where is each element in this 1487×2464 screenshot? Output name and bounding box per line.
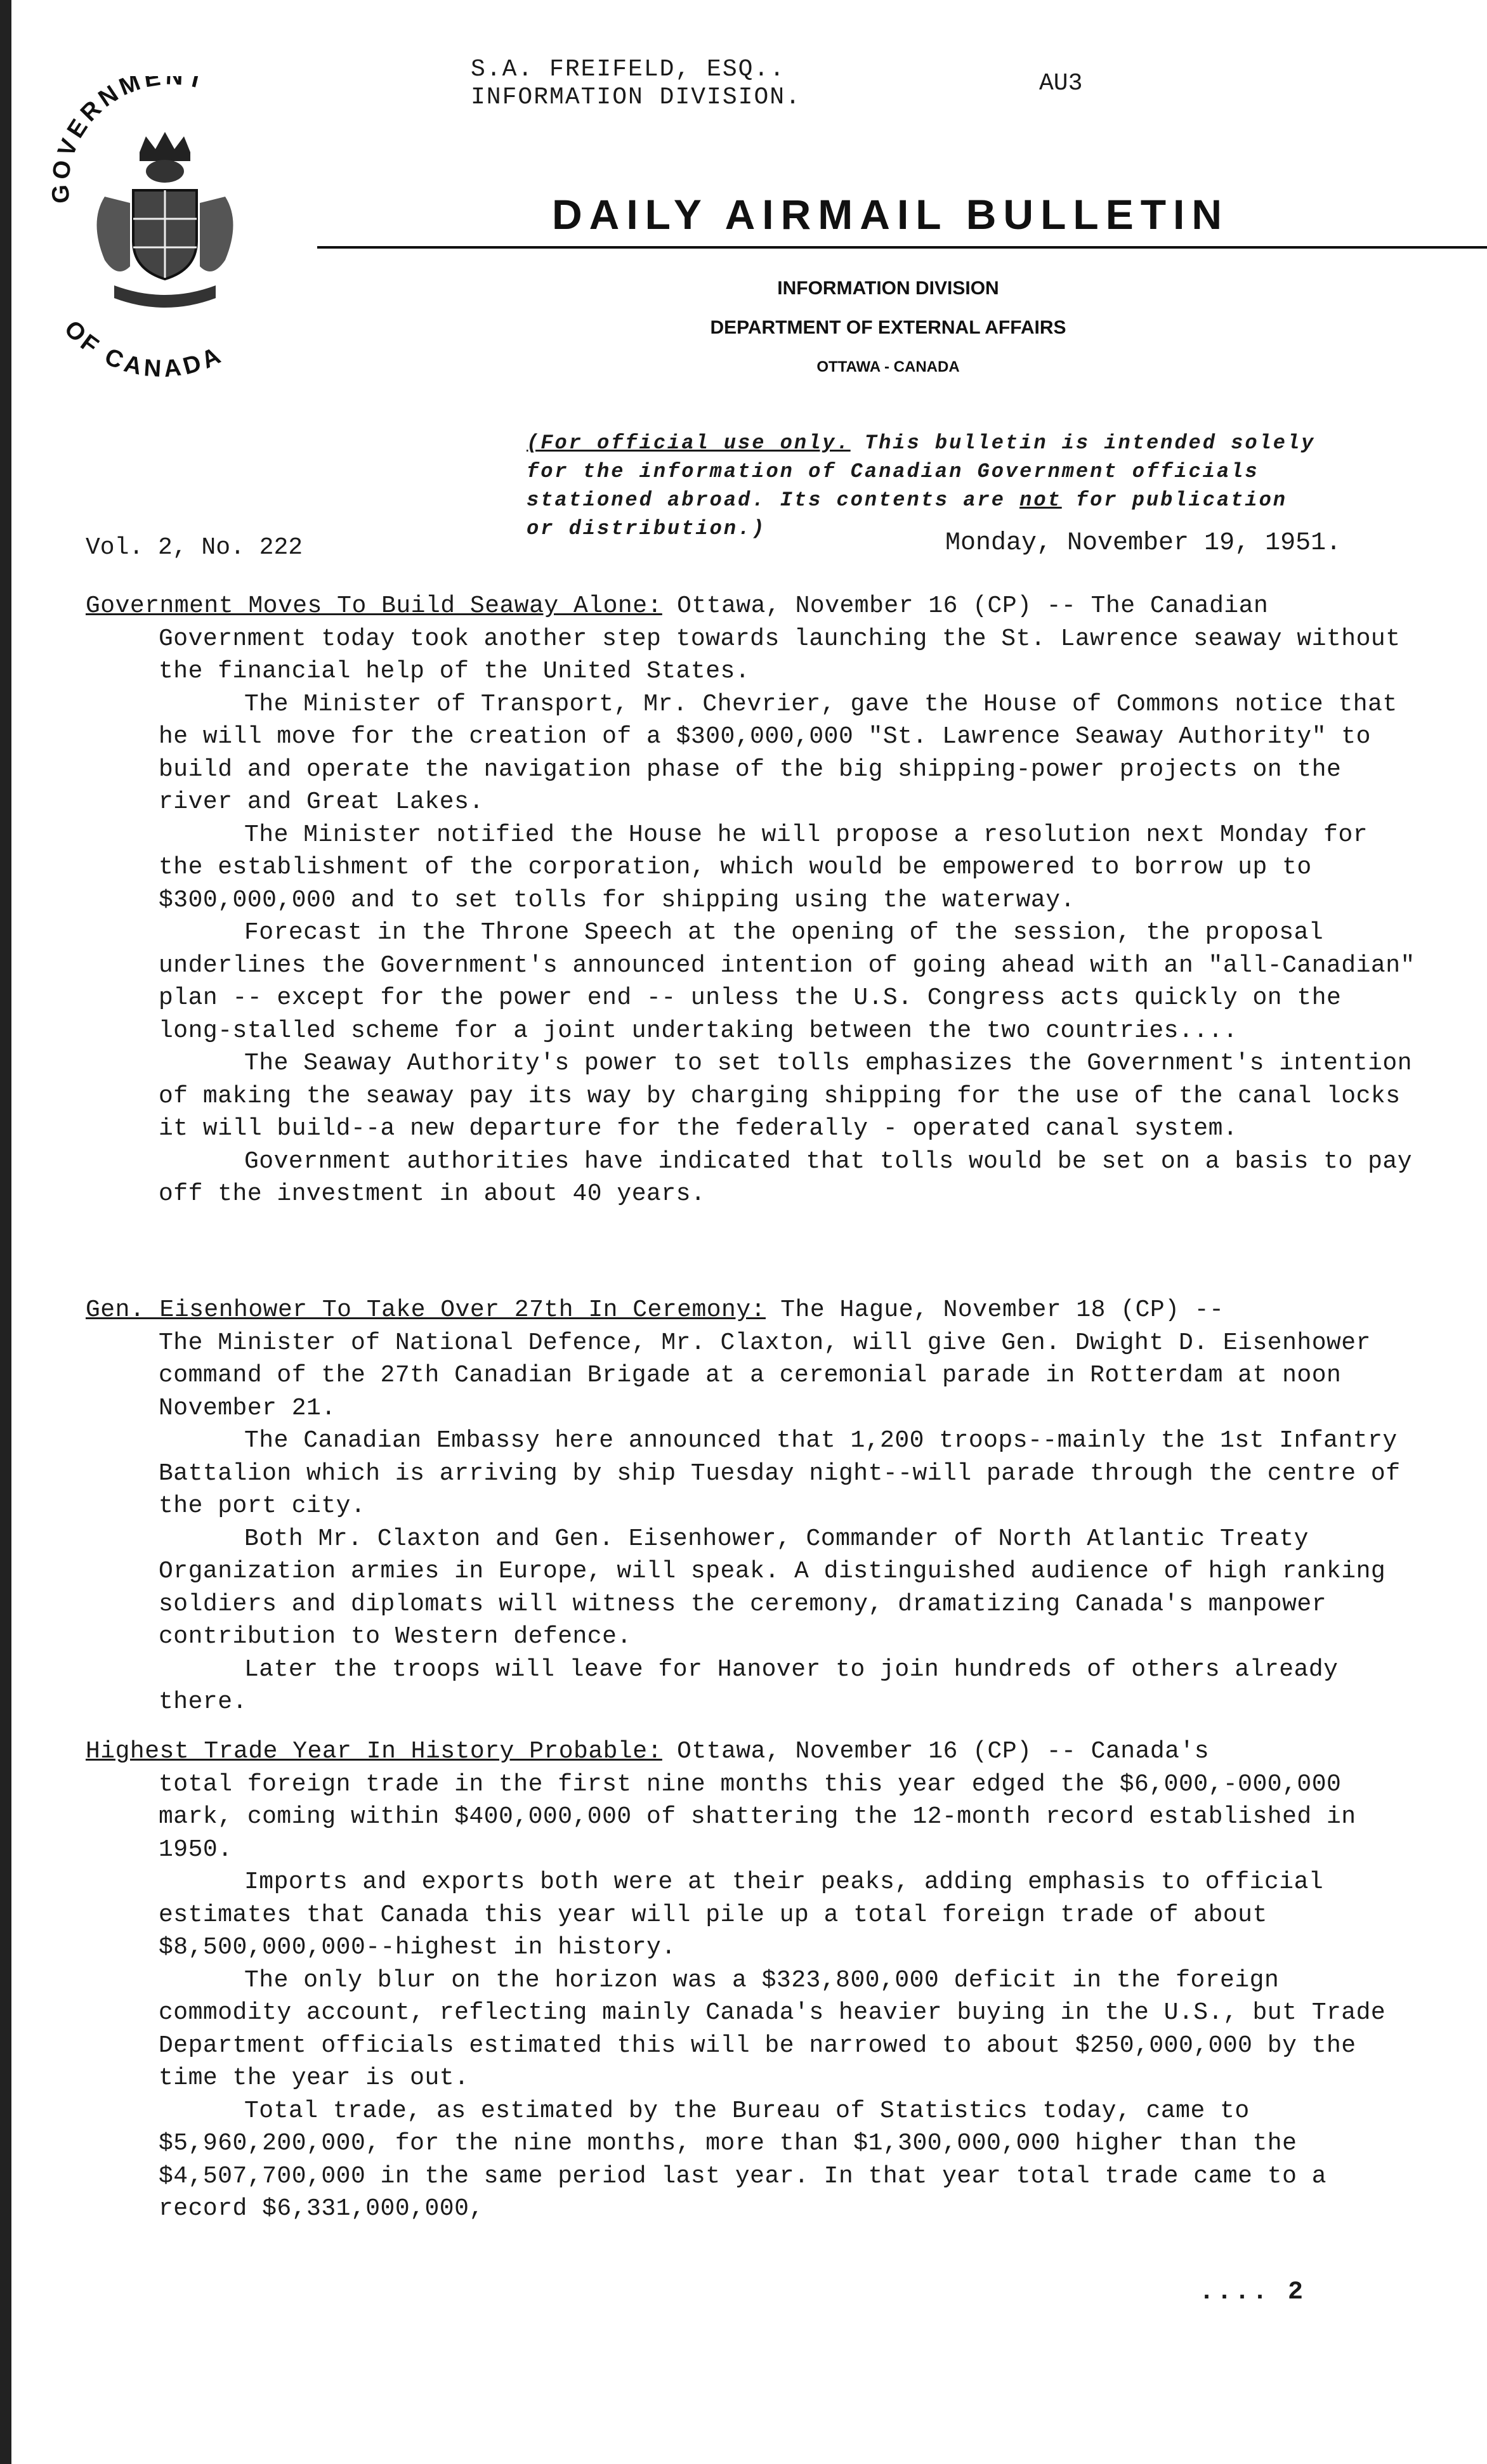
article-paragraph: The Canadian Embassy here announced that 1,200 troops--mainly the 1st Infantry Battalion which is arriving by ship Tuesday night--will parade through the centre of the port city. [159,1427,1401,1520]
notice-line3a: stationed abroad. Its contents are [527,488,1020,512]
government-of-canada-emblem [44,76,285,406]
notice-line2: for the information of Canadian Government officials [527,460,1259,483]
article-seaway [86,590,1418,1211]
filing-code: AU3 [1039,70,1083,97]
emblem-text-top: GOVERNMENT [47,76,210,204]
addressee-division: INFORMATION DIVISION. [471,84,801,111]
article-dateline: The Hague, November 18 (CP) -- [765,1296,1224,1324]
article-paragraph: Later the troops will leave for Hanover to join hundreds of others already there. [159,1655,1339,1716]
article-dateline: Ottawa, November 16 (CP) -- The Canadian [662,592,1269,620]
article-lead: Government today took another step towards launching the St. Lawrence seaway without the financial help of the United States. [159,625,1401,685]
title-divider [317,246,1487,249]
article-paragraph: The Seaway Authority's power to set tolls emphasizes the Government's intention of making the seaway pay its way by charging shipping for the use of the canal locks it will build--a new departure for the federally - operated canal system. [159,1050,1412,1142]
article-paragraph: Total trade, as estimated by the Bureau of Statistics today, came to $5,960,200,000, for the nine months, more than $1,300,000,000 higher than the $4,507,700,000 in the same period last year. In that year total trade came to a record $6,331,000,000, [159,2097,1327,2222]
article-headline: Government Moves To Build Seaway Alone: [86,592,662,620]
notice-line3b: for publication [1061,488,1287,512]
article-paragraph: Government authorities have indicated that tolls would be set on a basis to pay off the investment in about 40 years. [159,1147,1412,1208]
article-paragraph: The Minister of Transport, Mr. Chevrier, gave the House of Commons notice that he will move for the creation of a $300,000,000 "St. Lawrence Seaway Authority" to build and operate the navigation phase of the big shipping-power projects on the river and Great Lakes. [159,690,1398,816]
article-paragraph: Both Mr. Claxton and Gen. Eisenhower, Commander of North Atlantic Treaty Organization armies in Europe, will speak. A distinguished audience of high ranking soldiers and diplomats will witness the ceremony, dramatizing Canada's manpower contribution to Western defence. [159,1525,1386,1650]
information-division-label: INFORMATION DIVISION [777,278,999,299]
location-label: OTTAWA - CANADA [816,358,960,375]
bulletin-date: Monday, November 19, 1951. [945,529,1342,557]
svg-text:OF CANADA [59,315,228,382]
article-headline: Highest Trade Year In History Probable: [86,1738,662,1765]
coat-of-arms-icon [44,76,285,406]
notice-line1: This bulletin is intended solely [850,431,1316,455]
addressee-name: S.A. FREIFELD, ESQ.. [471,56,786,83]
article-lead: total foreign trade in the first nine months this year edged the $6,000,-000,000 mark, coming within $400,000,000 of shattering the 12-month record established in 1950. [159,1770,1356,1863]
addressee-block [471,56,801,112]
article-paragraph: The Minister notified the House he will propose a resolution next Monday for the establishment of the corporation, which would be empowered to borrow up to $300,000,000 and to set tolls for shipping using the waterway. [159,821,1368,914]
article-headline: Gen. Eisenhower To Take Over 27th In Ceremony: [86,1296,766,1324]
article-paragraph: Forecast in the Throne Speech at the opening of the session, the proposal underlines the Government's announced intention of going ahead with an "all-Canadian" plan -- except for the power end -- unless the U.S. Congress acts quickly on the long-stalled scheme for a joint undertaking between the two countries.... [159,919,1415,1045]
article-paragraph: The only blur on the horizon was a $323,800,000 deficit in the foreign commodity account, reflecting mainly Canada's heavier buying in the U.S., but Trade Department officials estimated this will be narrowed to about $250,000,000 by the time the year is out. [159,1966,1386,2092]
page-left-border [0,0,11,2464]
notice-prefix: (For official use only. [527,431,851,455]
article-dateline: Ottawa, November 16 (CP) -- Canada's [662,1738,1210,1765]
article-eisenhower [86,1294,1418,1719]
page-continuation-marker: .... 2 [1199,2278,1306,2307]
emblem-text-bottom: OF CANADA [58,315,228,383]
department-label: DEPARTMENT OF EXTERNAL AFFAIRS [710,317,1066,338]
article-paragraph: Imports and exports both were at their peaks, adding emphasis to official estimates that Canada this year will pile up a total foreign trade of about $8,500,000,000--highest in history. [159,1868,1324,1961]
article-trade [86,1735,1418,2226]
notice-not: not [1019,488,1062,512]
notice-line4: or distribution.) [527,517,766,540]
official-use-notice [527,429,1326,543]
article-lead: The Minister of National Defence, Mr. Claxton, will give Gen. Dwight D. Eisenhower command of the 27th Canadian Brigade at a ceremonial parade in Rotterdam at noon November 21. [159,1329,1371,1422]
volume-number: Vol. 2, No. 222 [86,534,303,561]
bulletin-title: DAILY AIRMAIL BULLETIN [552,191,1229,238]
